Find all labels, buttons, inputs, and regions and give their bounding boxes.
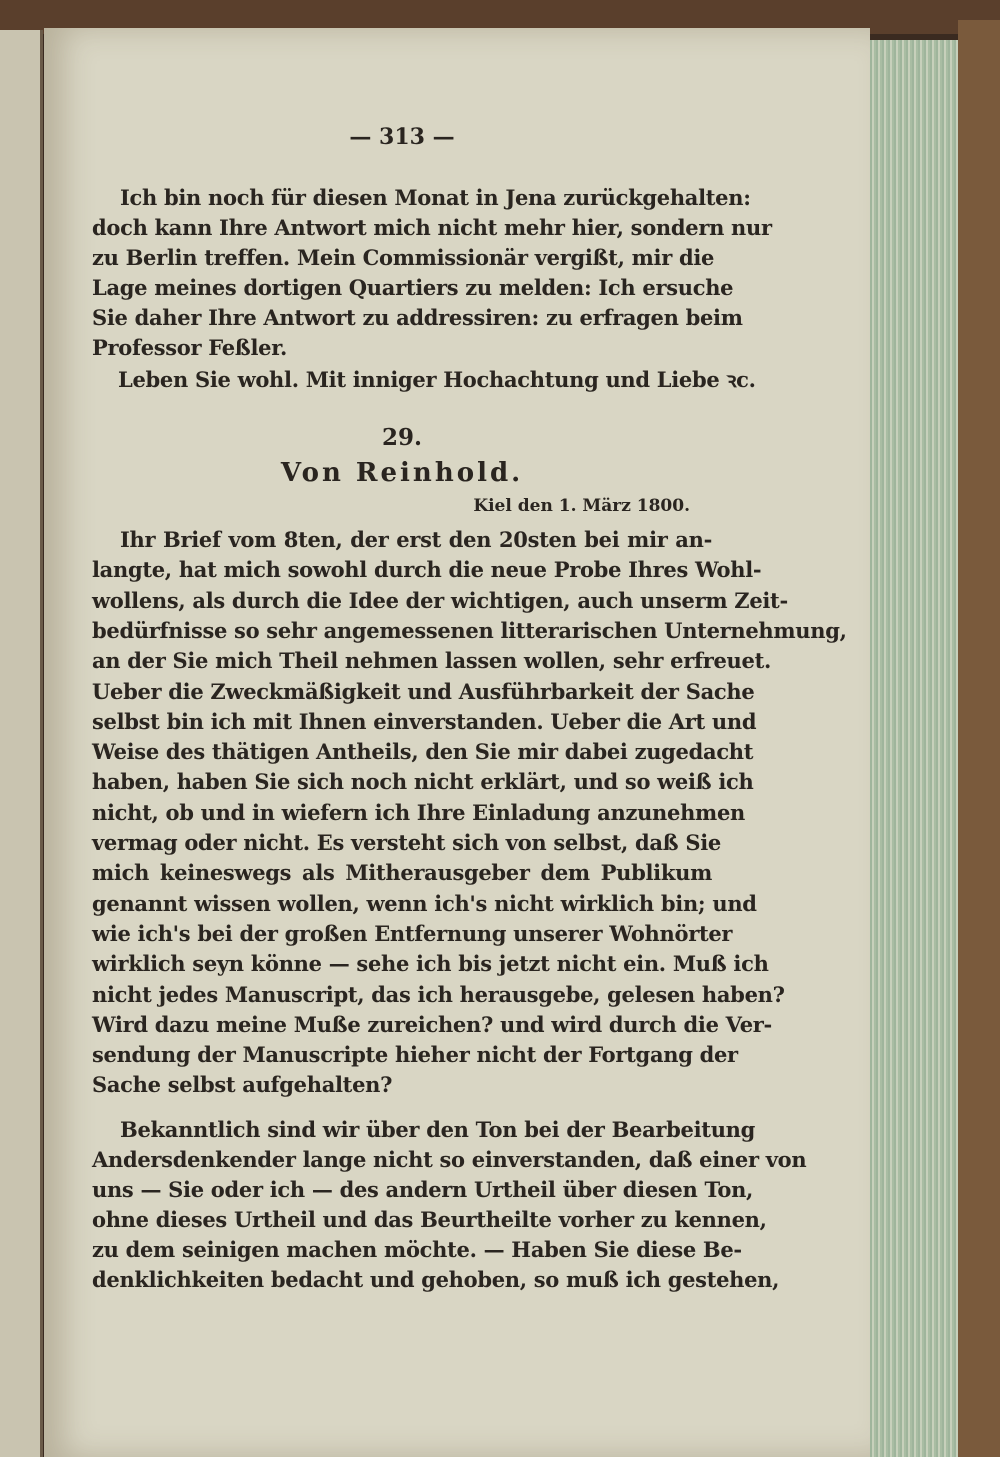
text-line: doch kann Ihre Antwort mich nicht mehr hier, sondern nur (92, 215, 772, 240)
text-line: Sie daher Ihre Antwort zu addressiren: zu erfragen beim (92, 305, 743, 330)
dateline: Kiel den 1. März 1800. (473, 496, 690, 516)
text-line: haben, haben Sie sich noch nicht erklärt, und so weiß ich (92, 769, 754, 795)
text-line: Bekanntlich sind wir über den Ton bei der Bearbeitung (120, 1117, 756, 1142)
text-line: selbst bin ich mit Ihnen einverstanden. Ueber die Art und (92, 708, 757, 734)
text-line: an der Sie mich Theil nehmen lassen wollen, sehr erfreuet. (92, 648, 771, 674)
text-line: uns — Sie oder ich — des andern Urtheil über diesen Ton, (92, 1177, 754, 1202)
text-line: wie ich's bei der großen Entfernung unserer Wohnörter (92, 920, 733, 946)
letter-number: 29. (381, 424, 422, 451)
text-line: Ihr Brief vom 8ten, der erst den 20sten bei mir an- (120, 527, 712, 552)
text-line: nicht, ob und in wiefern ich Ihre Einladung anzunehmen (92, 799, 746, 825)
text-line: Wird dazu meine Muße zureichen? und wird durch die Ver- (92, 1011, 772, 1037)
text-line: Ich bin noch für diesen Monat in Jena zurückgehalten: (120, 185, 751, 210)
text-line: Lage meines dortigen Quartiers zu melden: Ich ersuche (92, 275, 734, 300)
text-line: genannt wissen wollen, wenn ich's nicht wirklich bin; und (92, 890, 757, 916)
text-line: zu Berlin treffen. Mein Commissionär vergißt, mir die (92, 245, 715, 270)
text-line: Professor Feßler. (92, 335, 288, 360)
page-edges (870, 40, 958, 1457)
text-line: Ueber die Zweckmäßigkeit und Ausführbarkeit der Sache (92, 678, 755, 704)
text-line: bedürfnisse so sehr angemessenen litterarischen Unternehmung, (92, 617, 847, 643)
text-line: ohne dieses Urtheil und das Beurtheilte vorher zu kennen, (92, 1207, 767, 1232)
page-number: — 313 — (349, 124, 455, 150)
text-line: sendung der Manuscripte hieher nicht der Fortgang der (92, 1042, 738, 1068)
text-line: denklichkeiten bedacht und gehoben, so muß ich gestehen, (92, 1267, 780, 1292)
text-line: zu dem seinigen machen möchte. — Haben Sie diese Be- (92, 1237, 742, 1262)
letter-closing: Leben Sie wohl. Mit inniger Hochachtung und Liebe ꝛc. (118, 367, 756, 392)
text-line: nicht jedes Manuscript, das ich herausgebe, gelesen haben? (92, 981, 785, 1007)
text-line: Andersdenkender lange nicht so einverstanden, daß einer von (92, 1147, 807, 1172)
text-line: langte, hat mich sowohl durch die neue Probe Ihres Wohl- (92, 557, 762, 583)
text-line: vermag oder nicht. Es versteht sich von selbst, daß Sie (92, 830, 721, 855)
letter-title: Von Reinhold. (280, 458, 524, 488)
text-line: wirklich seyn könne — sehe ich bis jetzt nicht ein. Muß ich (92, 951, 769, 977)
text-line: mich keineswegs als Mitherausgeber dem Publikum (92, 860, 712, 886)
text-line: Sache selbst aufgehalten? (92, 1072, 393, 1098)
text-line: wollens, als durch die Idee der wichtigen, auch unserm Zeit- (92, 587, 788, 613)
text-line: Weise des thätigen Antheils, den Sie mir dabei zugedacht (92, 739, 754, 765)
book-cover-right (958, 20, 1000, 1457)
facing-page-edge (0, 30, 43, 1457)
